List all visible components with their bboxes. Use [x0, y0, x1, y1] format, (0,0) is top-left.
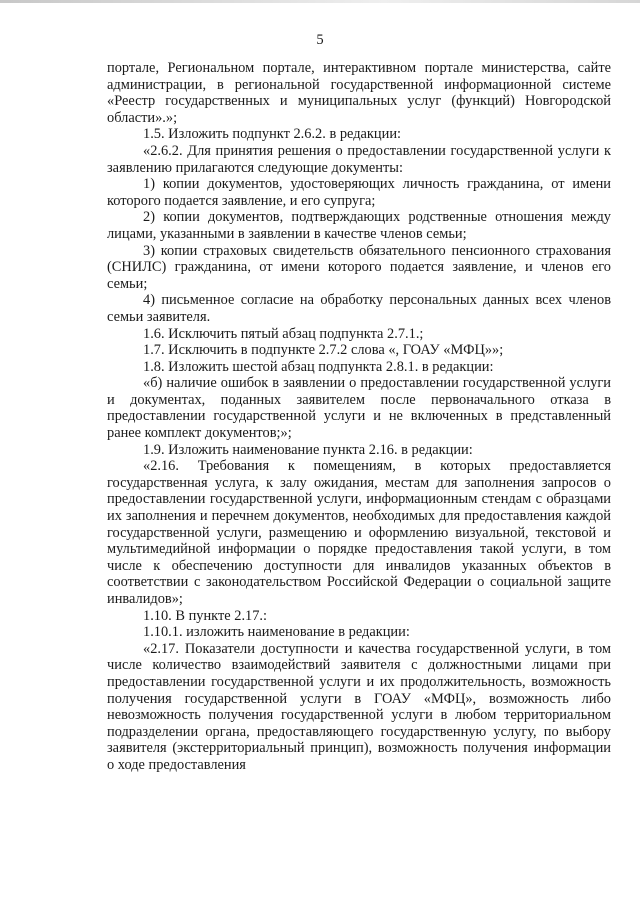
paragraph-item-1-9: 1.9. Изложить наименование пункта 2.16. в редакции:	[143, 441, 473, 458]
paragraph-item-1-7: 1.7. Исключить в подпункте 2.7.2 слова «, ГОАУ «МФЦ»»;	[143, 342, 504, 359]
list-item-3: 3) копии страховых свидетельств обязательного пенсионного страхования (СНИЛС) гражданина, от имени которого подается заявление, и членов его семьи;	[107, 242, 611, 292]
paragraph-item-1-10: 1.10. В пункте 2.17.:	[143, 607, 268, 624]
list-item-4: 4) письменное согласие на обработку персональных данных всех членов семьи заявителя.	[107, 292, 611, 325]
paragraph-item-1-10-1: 1.10.1. изложить наименование в редакции:	[143, 624, 410, 641]
paragraph-2-16: «2.16. Требования к помещениям, в которых предоставляется государственная услуга, к залу ожидания, местам для заполнения запросов о предоставлении государственной услуги, информационным стендам с образцами их заполнения и перечнем документов, необходимых для предоставления каждой государственной услуги, размещению и оформлению визуальной, текстовой и мультимедийной информации о порядке предоставления такой услуги, в том числе к обеспечению доступности для инвалидов указанных объектов в соответствии с законодательством Российской Федерации о социальной защите инвалидов»;	[107, 458, 611, 607]
list-item-2: 2) копии документов, подтверждающих родственные отношения между лицами, указанными в заявлении в качестве членов семьи;	[107, 209, 611, 242]
paragraph-item-1-5: 1.5. Изложить подпункт 2.6.2. в редакции:	[143, 126, 402, 143]
paragraph-item-1-8: 1.8. Изложить шестой абзац подпункта 2.8.1. в редакции:	[143, 358, 494, 375]
document-body	[107, 60, 611, 774]
paragraph-2-6-2: «2.6.2. Для принятия решения о предоставлении государственной услуги к заявлению прилагаются следующие документы:	[107, 142, 611, 176]
paragraph-2-17: «2.17. Показатели доступности и качества государственной услуги, в том числе количество взаимодействий заявителя с должностными лицами при предоставлении государственной услуги и их продолжительность, возможность получения государственной услуги в ГОАУ «МФЦ», возможность либо невозможность получения государственной услуги в любом территориальном подразделении органа, предоставляющего государственную услугу, по выбору заявителя (экстерриториальный принцип), возможность получения информации о ходе предоставления	[107, 640, 611, 773]
paragraph-item-1-6: 1.6. Исключить пятый абзац подпункта 2.7.1.;	[143, 325, 424, 342]
page-number: 5	[316, 32, 324, 48]
list-item-1: 1) копии документов, удостоверяющих личность гражданина, от имени которого подается заявление, и его супруга;	[107, 176, 611, 209]
paragraph-portal-continuation: порталe, Региональном портале, интерактивном портале министерства, сайте администрации, в региональной государственной информационной системе «Реестр государственных и муниципальных услуг (функций) Новгородской области».»;	[107, 60, 611, 126]
scan-edge	[0, 0, 640, 3]
paragraph-subitem-b: «б) наличие ошибок в заявлении о предоставлении государственной услуги и документах, поданных заявителем после первоначального отказа в предоставлении государственной услуги и не включенных в представленный ранее комплект документов;»;	[107, 375, 611, 442]
